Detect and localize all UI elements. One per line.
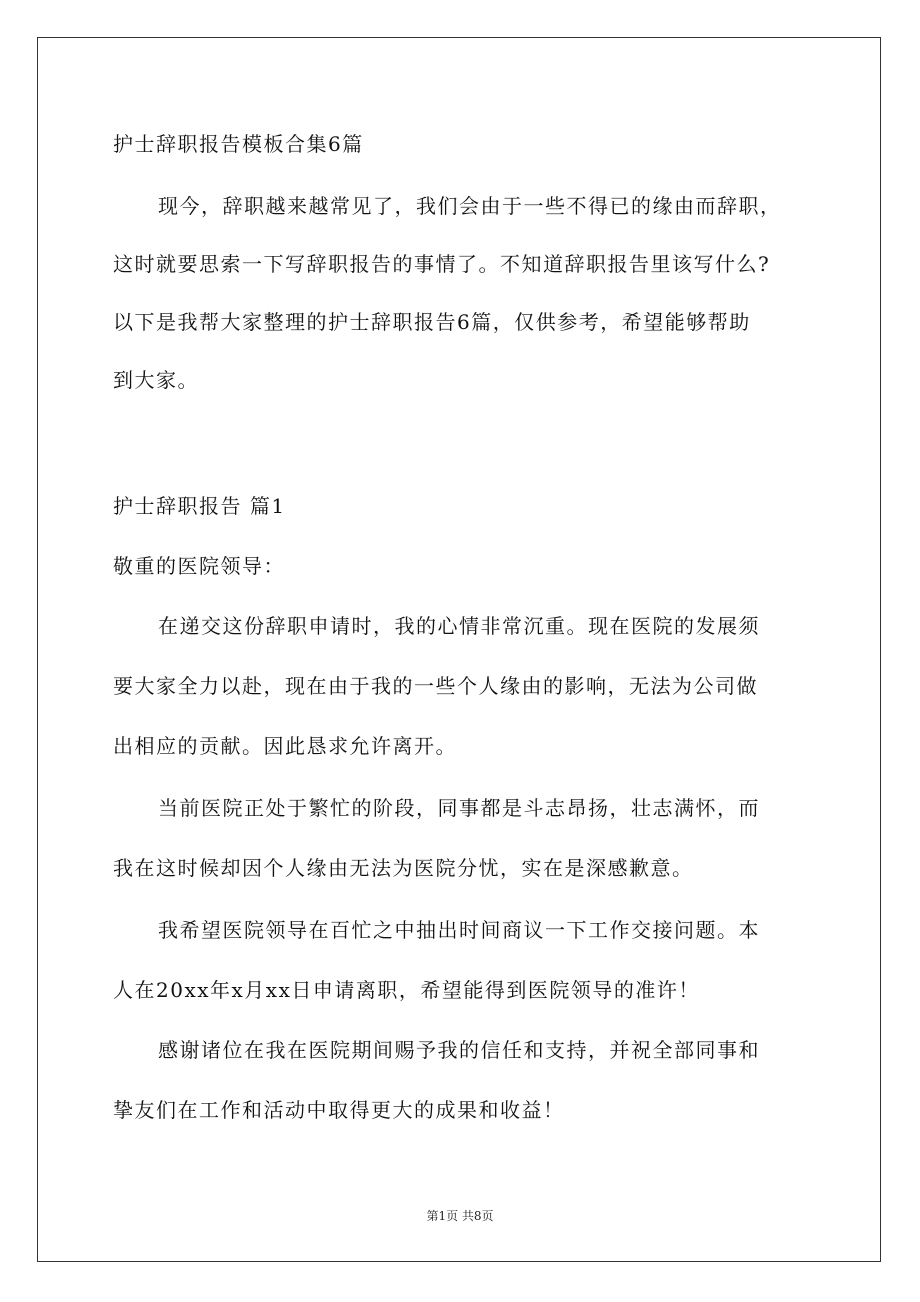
body-line-1: 在递交这份辞职申请时，我的心情非常沉重。现在医院的发展须: [158, 614, 760, 638]
body-line-7: 人在20xx年x月xx日申请离职，希望能得到医院领导的准许！: [113, 978, 700, 1002]
body-line-9: 挚友们在工作和活动中取得更大的成果和收益！: [113, 1098, 565, 1122]
intro-line-3: 以下是我帮大家整理的护士辞职报告6篇，仅供参考，希望能够帮助: [113, 310, 751, 334]
body-line-4: 当前医院正处于繁忙的阶段，同事都是斗志昂扬，壮志满怀，而: [158, 796, 760, 820]
salutation: 敬重的医院领导：: [113, 554, 285, 578]
body-line-6: 我希望医院领导在百忙之中抽出时间商议一下工作交接问题。本: [158, 918, 760, 942]
intro-line-2: 这时就要思索一下写辞职报告的事情了。不知道辞职报告里该写什么?: [113, 252, 771, 276]
body-line-3: 出相应的贡献。因此恳求允许离开。: [113, 734, 457, 758]
page-indicator: 第1页 共8页: [426, 1209, 494, 1223]
intro-line-4: 到大家。: [113, 368, 199, 392]
document-title: 护士辞职报告模板合集6篇: [113, 132, 364, 156]
page-border: [37, 37, 881, 1262]
body-line-2: 要大家全力以赴，现在由于我的一些个人缘由的影响，无法为公司做: [113, 674, 758, 698]
body-line-5: 我在这时候却因个人缘由无法为医院分忧，实在是深感歉意。: [113, 856, 694, 880]
section-heading: 护士辞职报告 篇1: [113, 494, 286, 518]
intro-line-1: 现今，辞职越来越常见了，我们会由于一些不得已的缘由而辞职，: [158, 194, 782, 218]
body-line-8: 感谢诸位在我在医院期间赐予我的信任和支持，并祝全部同事和: [158, 1038, 760, 1062]
